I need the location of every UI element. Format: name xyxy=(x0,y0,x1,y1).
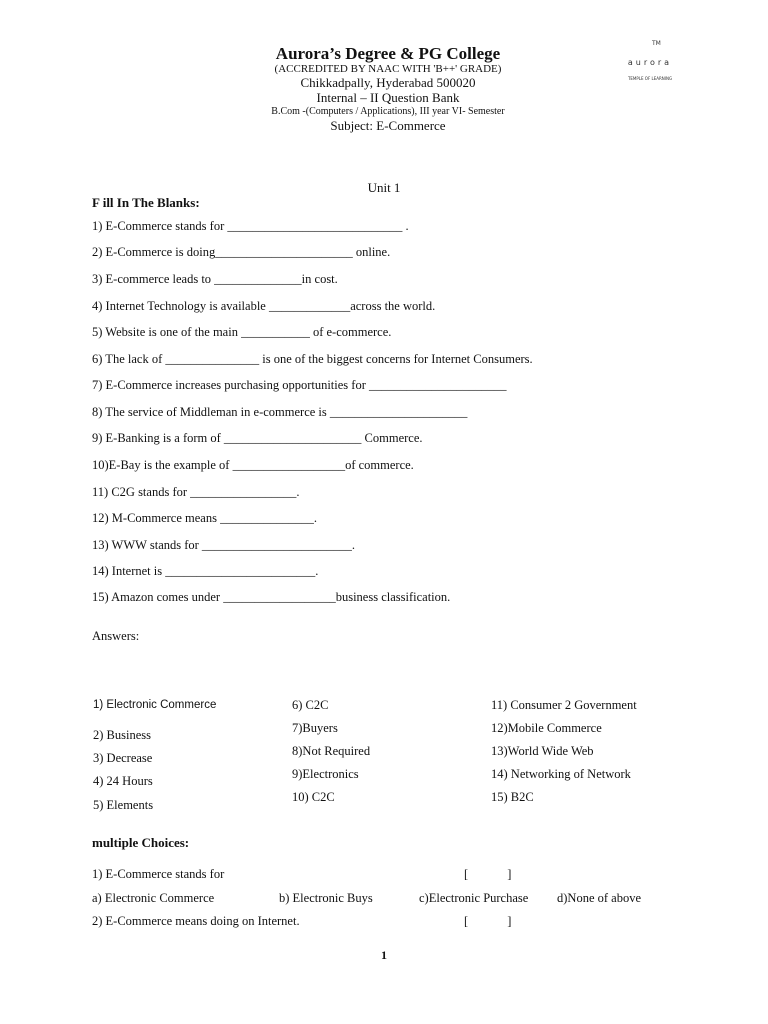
mc-option-d: d)None of above xyxy=(557,891,641,905)
question-6: 6) The lack of _______________ is one of the biggest concerns for Internet Consumers. xyxy=(92,352,533,366)
answer-item: 1) Electronic Commerce xyxy=(93,699,217,711)
question-9: 9) E-Banking is a form of ______________________ Commerce. xyxy=(92,431,423,445)
answer-item: 10) C2C xyxy=(292,790,335,804)
course-line: B.Com -(Computers / Applications), III year VI- Semester xyxy=(271,106,505,117)
question-11: 11) C2G stands for _________________. xyxy=(92,485,300,499)
subject-line: Subject: E-Commerce xyxy=(330,118,446,133)
page-number: 1 xyxy=(381,948,387,962)
answers-label: Answers: xyxy=(92,629,140,643)
answer-item: 9)Electronics xyxy=(292,767,359,781)
answer-item: 2) Business xyxy=(93,728,151,742)
answer-item: 12)Mobile Commerce xyxy=(491,721,602,735)
question-10: 10)E-Bay is the example of __________________of commerce. xyxy=(92,458,414,472)
answer-item: 5) Elements xyxy=(93,798,154,812)
answer-item: 7)Buyers xyxy=(292,721,338,735)
mc-option-a: a) Electronic Commerce xyxy=(92,891,215,905)
multiple-choice-title: multiple Choices: xyxy=(92,835,190,850)
question-bank-title: Internal – II Question Bank xyxy=(316,90,460,105)
question-12: 12) M-Commerce means _______________. xyxy=(92,511,317,525)
logo-tagline: TEMPLE OF LEARNING xyxy=(627,76,673,81)
logo-wordmark: aurora xyxy=(627,58,673,67)
trademark-mark: TM xyxy=(652,40,661,47)
answer-item: 11) Consumer 2 Government xyxy=(491,698,637,712)
header xyxy=(150,44,626,134)
mc-option-c: c)Electronic Purchase xyxy=(419,891,529,905)
unit-heading: Unit 1 xyxy=(367,180,401,195)
answer-item: 6) C2C xyxy=(292,698,329,712)
question-3: 3) E-commerce leads to ______________in cost. xyxy=(92,272,338,286)
accreditation: (ACCREDITED BY NAAC WITH 'B++' GRADE) xyxy=(274,63,502,75)
fill-blanks-title: F ill In The Blanks: xyxy=(92,195,200,210)
answer-item: 3) Decrease xyxy=(93,751,153,765)
mc-question-2: 2) E-Commerce means doing on Internet. xyxy=(92,914,300,928)
question-2: 2) E-Commerce is doing______________________ online. xyxy=(92,245,391,259)
mc-question-1: 1) E-Commerce stands for xyxy=(92,867,225,881)
mc-option-b: b) Electronic Buys xyxy=(279,891,373,905)
question-5: 5) Website is one of the main ___________ of e-commerce. xyxy=(92,325,392,339)
answer-item: 15) B2C xyxy=(491,790,534,804)
question-4: 4) Internet Technology is available _____________across the world. xyxy=(92,299,436,313)
answer-item: 4) 24 Hours xyxy=(93,774,153,788)
question-1: 1) E-Commerce stands for ____________________________ . xyxy=(92,219,409,233)
question-8: 8) The service of Middleman in e-commerce is ______________________ xyxy=(92,405,468,419)
question-13: 13) WWW stands for ________________________. xyxy=(92,538,356,552)
question-14: 14) Internet is ________________________. xyxy=(92,564,319,578)
answer-item: 8)Not Required xyxy=(292,744,371,758)
answer-item: 14) Networking of Network xyxy=(491,767,631,781)
answer-item: 13)World Wide Web xyxy=(491,744,594,758)
question-15: 15) Amazon comes under __________________business classification. xyxy=(92,590,451,604)
mc-answer-bracket-1: [ ] xyxy=(464,867,512,881)
mc-answer-bracket-2: [ ] xyxy=(464,914,512,928)
question-7: 7) E-Commerce increases purchasing opportunities for ______________________ xyxy=(92,378,507,392)
college-name: Aurora’s Degree & PG College xyxy=(275,44,501,63)
address: Chikkadpally, Hyderabad 500020 xyxy=(300,75,476,90)
